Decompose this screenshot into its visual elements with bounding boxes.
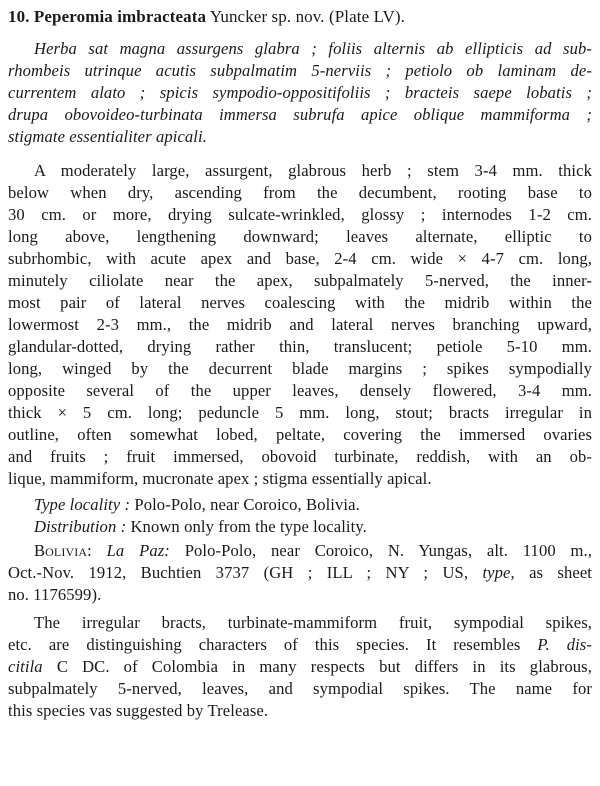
- remarks-line: subpalmately 5-nerved, leaves, and sympodial spikes. The name for: [8, 679, 592, 698]
- description-line: below when dry, ascending from the decumbent, rooting base to: [8, 183, 592, 202]
- description-line: most pair of lateral nerves coalescing with the midrib within the: [8, 293, 592, 312]
- specimen-country: Bolivia:: [34, 541, 92, 560]
- description-line: outline, often somewhat lobed, peltate, covering the immersed ovaries: [8, 425, 592, 444]
- specimen-type: type,: [482, 563, 515, 582]
- specimen-region: La Paz:: [106, 541, 170, 560]
- remarks-line: [8, 656, 592, 678]
- species-author: Yuncker sp. nov. (Plate LV).: [209, 7, 405, 26]
- remarks-line: [8, 634, 592, 656]
- specimen-line: [34, 540, 592, 562]
- remarks-species-ref: P. dis-: [537, 635, 592, 654]
- remarks-species-ref: citila: [8, 657, 43, 676]
- species-heading: [8, 6, 592, 28]
- specimen-sheet: as sheet: [529, 563, 593, 582]
- description-line: long above, lengthening downward; leaves alternate, elliptic to: [8, 227, 592, 246]
- distribution-label: Distribution :: [34, 517, 127, 536]
- remarks-text: C DC. of Colombia in many respects but differs in its glabrous,: [56, 657, 592, 676]
- type-locality-value: Polo-Polo, near Coroico, Bolivia.: [134, 495, 360, 514]
- species-name: Peperomia imbracteata: [33, 7, 207, 26]
- remarks-line: this species vas suggested by Trelease.: [8, 701, 269, 720]
- description-line: minutely ciliolate near the apex, subpalmately 5-nerved, the inner-: [8, 271, 592, 290]
- description-line: opposite several of the upper leaves, densely flowered, 3-4 mm.: [8, 381, 592, 400]
- description-line: A moderately large, assurgent, glabrous herb ; stem 3-4 mm. thick: [34, 161, 592, 180]
- type-locality-label: Type locality :: [34, 495, 131, 514]
- latin-line: rhombeis utrinque acutis subpalmatim 5-nerviis ; petiolo ob laminam de-: [8, 61, 592, 80]
- description-line: thick × 5 cm. long; peduncle 5 mm. long, stout; bracts irregular in: [8, 403, 592, 422]
- remarks-line: The irregular bracts, turbinate-mammiform fruit, sympodial spikes,: [34, 613, 592, 632]
- description-line: lowermost 2-3 mm., the midrib and lateral nerves branching upward,: [8, 315, 592, 334]
- latin-line: drupa obovoideo-turbinata immersa subrufa apice oblique mammiforma ;: [8, 105, 592, 124]
- description-line: lique, mammiform, mucronate apex ; stigma essentially apical.: [8, 469, 432, 488]
- latin-line: stigmate essentialiter apicali.: [8, 127, 207, 146]
- type-locality: [34, 494, 592, 516]
- distribution: [34, 516, 592, 538]
- description-line: subrhombic, with acute apex and base, 2-4 cm. wide × 4-7 cm. long,: [8, 249, 592, 268]
- species-number: 10.: [8, 7, 30, 26]
- specimen-line: [8, 562, 592, 584]
- specimen-locality: Polo-Polo, near Coroico, N. Yungas, alt. 1100 m.,: [184, 541, 593, 560]
- specimen-collection: Oct.-Nov. 1912, Buchtien 3737 (GH ; ILL ; NY ; US,: [8, 563, 469, 582]
- distribution-value: Known only from the type locality.: [130, 517, 367, 536]
- description-line: 30 cm. or more, drying sulcate-wrinkled, glossy ; internodes 1-2 cm.: [8, 205, 592, 224]
- description-line: and fruits ; fruit immersed, obovoid turbinate, reddish, with an ob-: [8, 447, 592, 466]
- description-line: long, winged by the decurrent blade margins ; spikes sympodially: [8, 359, 592, 378]
- description-line: glandular-dotted, drying rather thin, translucent; petiole 5-10 mm.: [8, 337, 592, 356]
- remarks-text: etc. are distinguishing characters of this species. It resembles: [8, 635, 521, 654]
- specimen-line: no. 1176599).: [8, 585, 102, 604]
- latin-line: Herba sat magna assurgens glabra ; foliis alternis ab ellipticis ad sub-: [34, 39, 592, 58]
- latin-line: currentem alato ; spicis sympodio-oppositifoliis ; bracteis saepe lobatis ;: [8, 83, 592, 102]
